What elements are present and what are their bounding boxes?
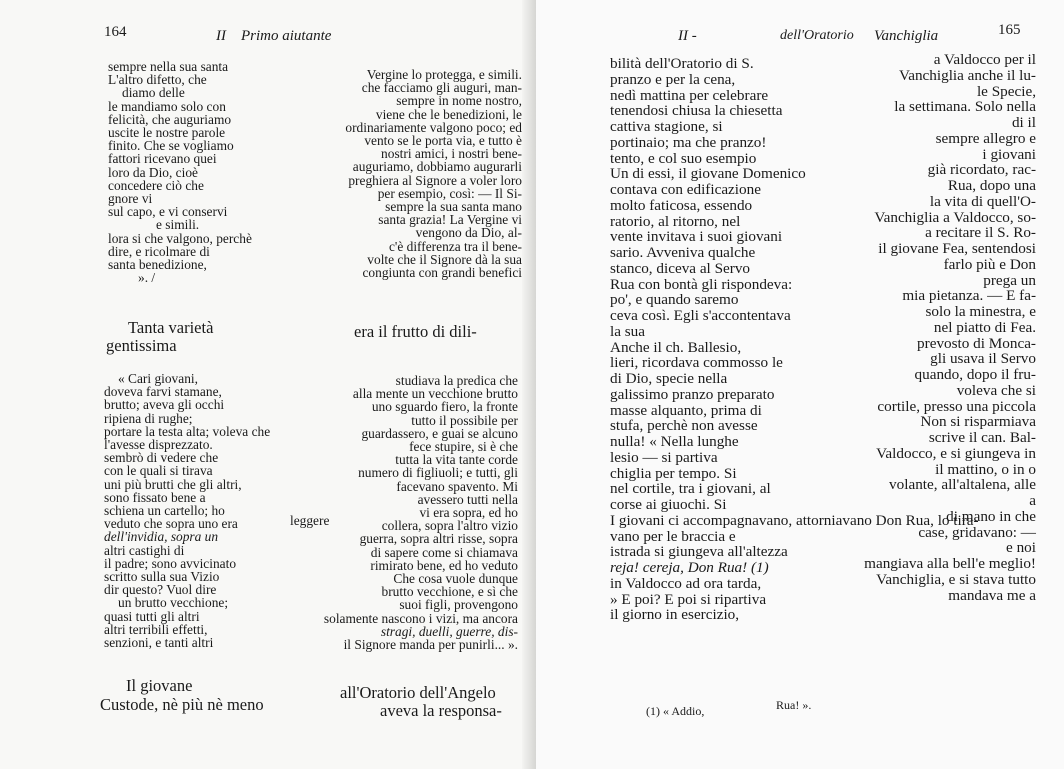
text-line: portare la testa alta; voleva che — [104, 423, 271, 439]
text-line: uno sguardo fiero, la fronte — [371, 399, 518, 415]
right-header-mid — [780, 28, 854, 44]
text-line: per esempio, così: — Il Si- — [377, 185, 522, 201]
text-line: dir questo? Vuol dire — [104, 582, 217, 598]
text-line: a Valdocco per il — [933, 51, 1036, 68]
text-line: nedì mattina per celebrare — [610, 86, 769, 104]
text-line: quasi tutti gli altri — [104, 608, 200, 624]
text-line: sempre allegro e — [935, 129, 1036, 147]
leggere-word: leggere — [290, 513, 330, 528]
text-line: prega un — [983, 271, 1036, 289]
text-line: uni più brutti che gli altri, — [104, 476, 242, 492]
left-column-a — [108, 60, 252, 284]
text-line: avessero tutti nella — [417, 491, 518, 507]
text-line: vengono da Dio, al- — [415, 225, 522, 241]
text-line: volte che il Signore dà la sua — [367, 251, 522, 267]
left-column-d — [292, 374, 518, 651]
text-line: in Valdocco ad ora tarda, — [610, 574, 762, 592]
text-line: suoi figli, provengono — [399, 597, 518, 613]
text-line: sempre la sua santa mano — [385, 199, 522, 215]
text-line: un brutto vecchione; — [118, 595, 229, 611]
text-line: dire, e ricolmare di — [108, 243, 210, 259]
text-line: molto faticosa, essendo — [610, 196, 753, 214]
text-line: nostri amici, i nostri bene- — [381, 146, 522, 162]
text-line: finito. Che se vogliamo — [108, 138, 234, 154]
left-running-header — [216, 28, 331, 45]
tanta-text: Tanta varietà — [128, 318, 214, 337]
text-line: « Cari giovani, — [118, 371, 198, 386]
text-line: portinaio; ma che pranzo! — [610, 133, 767, 151]
text-line: stragi, duelli, guerre, dis- — [380, 623, 518, 639]
text-line: collera, sopra l'altro vizio — [381, 518, 518, 534]
text-line: pranzo e per la cena, — [610, 70, 736, 88]
text-line: cattiva stagione, si — [610, 118, 723, 135]
text-line: Un di essi, il giovane Domenico — [610, 165, 806, 183]
text-line: brutto vecchione, e sì che — [381, 584, 518, 600]
text-line: di Dio, specie nella — [610, 370, 728, 387]
text-line: istrada si giungeva all'altezza — [610, 543, 788, 561]
text-line: auguriamo, dobbiamo augurarli — [352, 159, 522, 175]
right-header-mid-text: dell'Oratorio — [780, 28, 854, 43]
text-line: farlo più e Don — [943, 255, 1036, 273]
text-line: prevosto di Monca- — [917, 334, 1036, 352]
left-page-number: 164 — [104, 24, 127, 40]
text-line: schiena un cartello; ho — [104, 503, 225, 519]
text-line: felicità, che auguriamo — [108, 111, 232, 127]
text-line: nel cortile, tra i giovani, al — [610, 480, 771, 498]
text-line: Rua con bontà gli rispondeva: — [610, 275, 793, 293]
left-header-prefix: II — [216, 28, 226, 44]
text-line: altri castighi di — [104, 542, 185, 558]
text-line: » E poi? E poi si ripartiva — [610, 590, 767, 608]
text-line: alla mente un vecchione brutto — [352, 386, 518, 402]
text-line: santa grazia! La Vergine vi — [378, 212, 522, 228]
right-page-number: 165 — [998, 22, 1021, 38]
text-line: altri terribili effetti, — [104, 621, 208, 637]
right-header-prefix — [678, 28, 697, 45]
text-line: di il — [1011, 114, 1036, 131]
text-line: sario. Avveniva qualche — [610, 244, 756, 261]
text-line: Che cosa vuole dunque — [393, 571, 518, 587]
text-line: solo la minestra, e — [925, 303, 1036, 320]
text-line: ordinariamente valgono poco; ed — [345, 119, 522, 135]
text-line: Anche il ch. Ballesio, — [610, 338, 742, 356]
text-line: stufa, perchè non avesse — [610, 417, 758, 435]
text-line: nel piatto di Fea. — [933, 318, 1036, 336]
text-line: c'è differenza tra il bene- — [388, 238, 522, 254]
text-line: lesio — si partiva — [610, 448, 718, 466]
text-line: L'altro difetto, che — [108, 72, 207, 88]
giovane-line-1: Il giovane — [126, 676, 193, 695]
text-line: la sua — [610, 322, 646, 340]
text-line: guardassero, e guai se alcuno — [361, 425, 518, 441]
text-line: a — [1029, 492, 1036, 509]
text-line: la vita di quell'O- — [929, 192, 1036, 210]
text-line: veduto che sopra uno era — [104, 516, 238, 532]
text-line: dell'invidia, sopra un — [104, 529, 219, 545]
text-line: vano per le braccia e — [610, 527, 736, 545]
text-line: di mano in che — [946, 507, 1036, 525]
text-line: e simili. — [156, 217, 200, 233]
right-header-prefix-text: II - — [678, 28, 697, 44]
text-line: a recitare il S. Ro- — [925, 224, 1036, 242]
text-line: sempre in nome nostro, — [396, 93, 522, 109]
text-line: guerra, sopra altri risse, sopra — [359, 531, 518, 547]
text-line: e noi — [1006, 539, 1036, 557]
text-line: corse ai giuochi. Si — [610, 496, 727, 513]
right-header-right — [874, 28, 938, 45]
text-line: che facciamo gli auguri, man- — [361, 80, 522, 96]
text-line: le mandiamo solo con — [108, 98, 226, 114]
text-line: tutto il possibile per — [411, 412, 518, 428]
text-line: doveva farvi stamane, — [104, 384, 222, 400]
text-line: studiava la predica che — [395, 373, 518, 388]
text-line: ». / — [138, 270, 156, 286]
text-line: I giovani ci accompagnavano, attorniavano Don Rua, lo tira- — [610, 511, 979, 529]
text-line: facevano spavento. Mi — [396, 478, 518, 494]
text-line: Rua, dopo una — [947, 177, 1036, 194]
text-line: contava con edificazione — [610, 181, 761, 198]
text-line: po', e quando saremo — [610, 291, 739, 309]
text-line: ratorio, al ritorno, nel — [610, 212, 741, 230]
text-line: uscite le nostre parole — [108, 125, 226, 141]
text-line: Valdocco, e si giungeva in — [876, 444, 1036, 462]
text-line: il padre; sono avvicinato — [104, 555, 237, 571]
text-line: Vanchiglia anche il lu- — [898, 66, 1036, 84]
text-line: galissimo pranzo preparato — [610, 385, 775, 403]
text-line: Vergine lo protegga, e simili. — [366, 67, 522, 82]
text-line: ceva così. Egli s'accontentava — [610, 307, 791, 324]
frutto-line: era il frutto di dili- — [354, 322, 477, 341]
text-line: fattori ricevano quei — [108, 151, 217, 167]
gentissima-line: gentissima — [106, 336, 177, 355]
text-line: masse alquanto, prima di — [610, 401, 762, 419]
text-line: sono fissato bene a — [104, 489, 206, 505]
text-line: gli usava il Servo — [930, 350, 1036, 368]
left-header-title: Primo aiutante — [241, 28, 332, 44]
text-line: reja! cereja, Don Rua! (1) — [610, 559, 769, 576]
text-line: volante, all'altalena, alle — [889, 476, 1036, 494]
text-line: vi era sopra, ed ho — [419, 505, 518, 521]
text-line: nulla! « Nella lunghe — [610, 433, 739, 450]
text-line: lora si che valgono, perchè — [108, 230, 252, 246]
text-line: mia pietanza. — E fa- — [902, 287, 1036, 305]
left-column-b — [300, 68, 522, 279]
text-line: diamo delle — [122, 85, 185, 101]
text-line: mandava me a — [948, 586, 1036, 604]
text-line: di sapere come si chiamava — [370, 544, 518, 560]
text-line: preghiera al Signore a voler loro — [348, 172, 522, 188]
text-line: il giovane Fea, sentendosi — [878, 240, 1036, 257]
text-line: santa benedizione, — [108, 257, 207, 273]
right-page — [536, 0, 1064, 769]
text-line: già ricordato, rac- — [927, 161, 1036, 179]
text-line: sul capo, e vi conservi — [108, 204, 228, 220]
text-line: la settimana. Solo nella — [894, 98, 1036, 116]
text-line: il giorno in esercizio, — [610, 606, 740, 624]
text-line: fece stupire, si è che — [409, 439, 518, 455]
text-line: solamente nascono i vizi, ma ancora — [323, 610, 518, 626]
text-line: mangiava alla bell'e meglio! — [864, 555, 1036, 572]
text-line: case, gridavano: — — [918, 523, 1036, 541]
text-line: rimirato bene, ed ho veduto — [370, 557, 518, 573]
text-line: vento se le porta via, e tutto è — [364, 133, 522, 149]
text-line: il Signore manda per punirli... ». — [343, 637, 518, 653]
text-line: tenendosi chiusa la chiesetta — [610, 102, 783, 120]
text-line: numero di figliuoli; e tutti, gli — [358, 465, 518, 481]
text-line: loro da Dio, cioè — [108, 164, 198, 180]
text-line: chiglia per tempo. Si — [610, 464, 737, 482]
text-line: sempre nella sua santa — [108, 59, 229, 74]
text-line: cortile, presso una piccola — [877, 397, 1036, 415]
tanta-varieta-line — [128, 318, 213, 337]
footnote-right: Rua! ». — [776, 698, 812, 712]
text-line: il mattino, o in o — [935, 460, 1036, 478]
text-line: senzioni, e tanti altri — [104, 635, 214, 651]
text-line: Vanchiglia a Valdocco, so- — [874, 208, 1036, 226]
text-line: concedere ciò che — [108, 177, 204, 193]
text-line: ripiena di rughe; — [104, 410, 193, 426]
text-line: le Specie, — [976, 82, 1036, 100]
text-line: con le quali si tirava — [104, 463, 213, 479]
text-line: brutto; aveva gli occhi — [104, 397, 225, 413]
oratorio-line-2: aveva la responsa- — [380, 701, 502, 720]
text-line: l'avesse disprezzato. — [104, 437, 213, 453]
text-line: voleva che si — [956, 381, 1036, 399]
text-line: viene che le benedizioni, le — [375, 106, 522, 122]
text-line: Vanchiglia, e si stava tutto — [876, 570, 1036, 588]
footnote-left: (1) « Addio, — [646, 704, 705, 718]
text-line: tento, e col suo esempio — [610, 149, 757, 167]
text-line: gnore vi — [108, 191, 153, 207]
text-line: bilità dell'Oratorio di S. — [610, 55, 754, 72]
text-line: congiunta con grandi benefici — [362, 265, 522, 281]
text-line: stanco, diceva al Servo — [610, 259, 751, 277]
right-column-right — [798, 52, 1036, 603]
giovane-line-2: Custode, nè più nè meno — [100, 695, 264, 714]
text-line: quando, dopo il fru- — [914, 366, 1036, 383]
text-line: vente invitava i suoi giovani — [610, 228, 783, 246]
text-line: lieri, ricordava commosso le — [610, 354, 783, 372]
text-line: sembrò di vedere che — [104, 450, 219, 466]
right-header-right-text: Vanchiglia — [874, 28, 939, 44]
text-line: scritto sulla sua Vizio — [104, 569, 220, 585]
text-line: Non si risparmiava — [920, 413, 1036, 431]
text-line: i giovani — [982, 145, 1036, 163]
text-line: scrive il can. Bal- — [928, 429, 1036, 446]
oratorio-line-1: all'Oratorio dell'Angelo — [340, 683, 496, 702]
text-line: tutta la vita tante corde — [395, 452, 518, 468]
left-column-c — [104, 372, 270, 649]
